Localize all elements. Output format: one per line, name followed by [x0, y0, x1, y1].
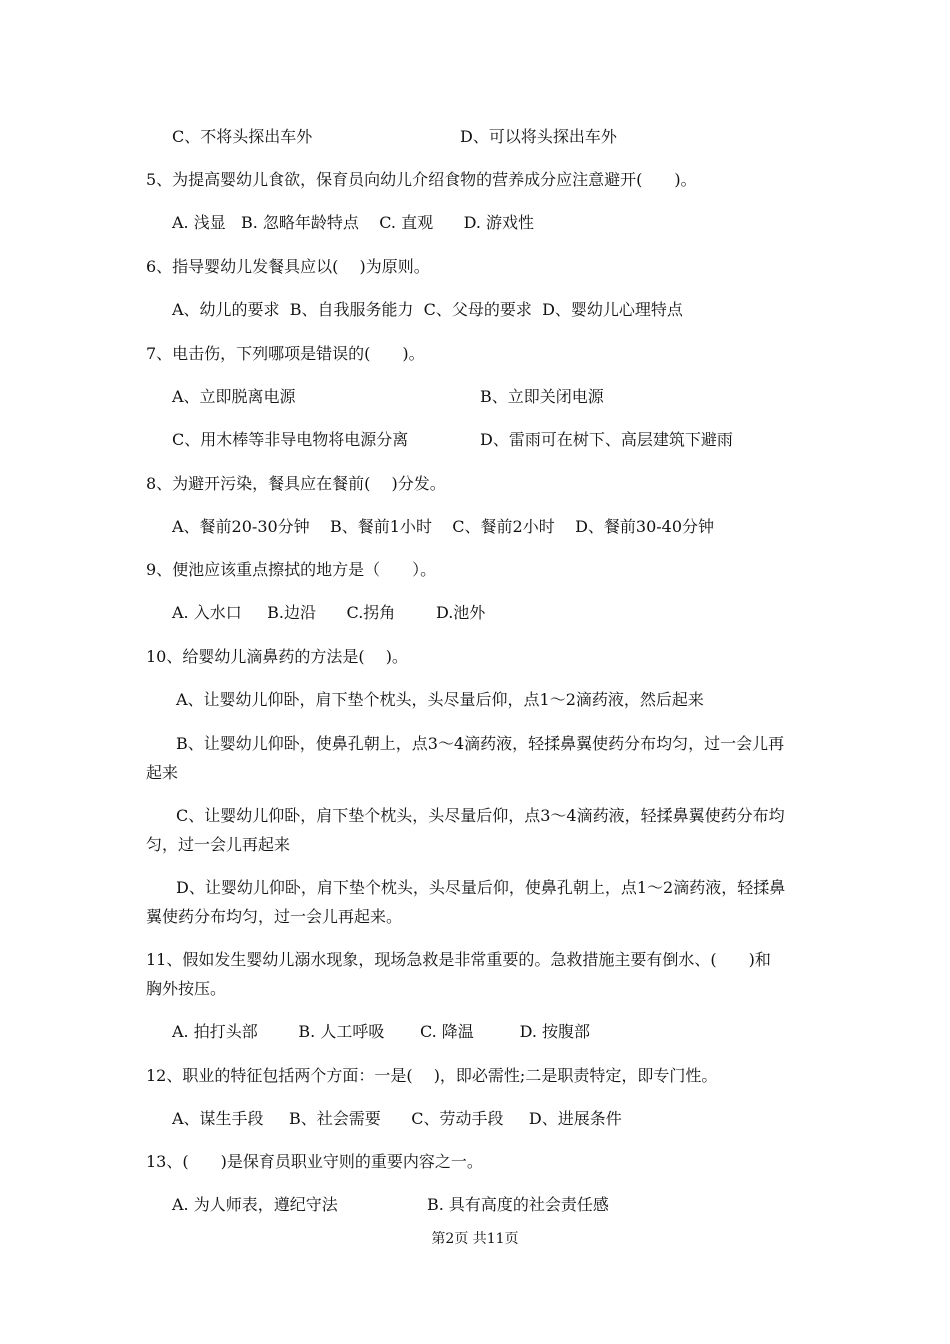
option-line: A. 浅显 B. 忽略年龄特点 C. 直观 D. 游戏性: [172, 213, 535, 232]
option-line: A. 拍打头部 B. 人工呼吸 C. 降温 D. 按腹部: [172, 1022, 590, 1041]
option-line: B、立即关闭电源: [480, 387, 604, 406]
option-continuation: 起来: [146, 763, 179, 782]
question-line: 7、电击伤，下列哪项是错误的( )。: [146, 344, 425, 363]
option-line: A、幼儿的要求 B、自我服务能力 C、父母的要求 D、婴幼儿心理特点: [172, 300, 683, 319]
option-line: A. 为人师表，遵纪守法: [172, 1195, 338, 1214]
option-line: A、让婴幼儿仰卧，肩下垫个枕头，头尽量后仰，点1～2滴药液，然后起来: [176, 690, 704, 709]
question-continuation: 胸外按压。: [146, 979, 227, 998]
option-line: A、谋生手段 B、社会需要 C、劳动手段 D、进展条件: [172, 1109, 622, 1128]
question-line: 6、指导婴幼儿发餐具应以( )为原则。: [146, 257, 430, 276]
option-line: A、餐前20-30分钟 B、餐前1小时 C、餐前2小时 D、餐前30-40分钟: [172, 517, 715, 536]
option-continuation: 翼使药分布均匀，过一会儿再起来。: [146, 907, 403, 926]
option-line: B、让婴幼儿仰卧，使鼻孔朝上，点3～4滴药液，轻揉鼻翼使药分布均匀，过一会儿再: [176, 734, 785, 753]
page-number-footer: 第2页 共11页: [431, 1231, 519, 1247]
option-line: D、可以将头探出车外: [460, 127, 617, 146]
question-line: 8、为避开污染，餐具应在餐前( )分发。: [146, 474, 446, 493]
option-continuation: 匀，过一会儿再起来: [146, 835, 291, 854]
option-line: C、不将头探出车外: [172, 127, 313, 146]
option-line: C、让婴幼儿仰卧，肩下垫个枕头，头尽量后仰，点3～4滴药液，轻揉鼻翼使药分布均: [176, 806, 785, 825]
question-line: 10、给婴幼儿滴鼻药的方法是( )。: [146, 647, 408, 666]
option-line: D、雷雨可在树下、高层建筑下避雨: [480, 430, 733, 449]
question-line: 9、便池应该重点擦拭的地方是（ ）。: [146, 560, 437, 579]
question-line: 12、职业的特征包括两个方面：一是( )，即必需性;二是职责特定，即专门性。: [146, 1066, 718, 1085]
option-line: D、让婴幼儿仰卧，肩下垫个枕头，头尽量后仰，使鼻孔朝上，点1～2滴药液，轻揉鼻: [176, 878, 786, 897]
option-line: B. 具有高度的社会责任感: [427, 1195, 609, 1214]
option-line: A、立即脱离电源: [172, 387, 296, 406]
option-line: A. 入水口 B.边沿 C.拐角 D.池外: [172, 603, 486, 622]
question-line: 11、假如发生婴幼儿溺水现象，现场急救是非常重要的。急救措施主要有倒水、( )和: [146, 950, 771, 969]
option-line: C、用木棒等非导电物将电源分离: [172, 430, 409, 449]
question-line: 5、为提高婴幼儿食欲，保育员向幼儿介绍食物的营养成分应注意避开( )。: [146, 170, 697, 189]
question-line: 13、( )是保育员职业守则的重要内容之一。: [146, 1152, 483, 1171]
